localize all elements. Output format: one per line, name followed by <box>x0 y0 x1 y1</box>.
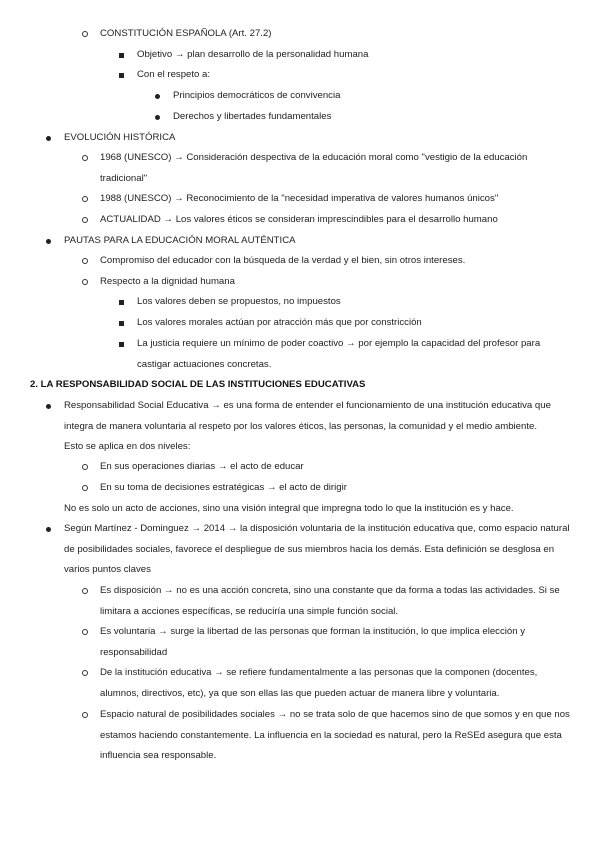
list-item-text: EVOLUCIÓN HISTÓRICA <box>64 132 176 143</box>
circle-bullet-icon <box>82 457 88 478</box>
circle-bullet-icon <box>82 210 88 231</box>
square-bullet-icon <box>119 65 124 86</box>
no-solo-text: No es solo un acto de acciones, sino una visión integral que impregna todo lo que la institución es y hace. <box>64 503 514 514</box>
list-item-pautas <box>64 231 570 252</box>
list-item-respeto-dignidad <box>100 272 570 293</box>
list-item-voluntaria <box>100 622 570 663</box>
circle-bullet-icon <box>82 705 88 726</box>
list-item-disposicion <box>100 581 570 622</box>
list-item-principios <box>173 86 570 107</box>
circle-bullet-icon <box>82 622 88 643</box>
disc-bullet-icon <box>155 107 160 128</box>
list-item-text: Los valores morales actúan por atracción más que por constricción <box>137 317 422 328</box>
list-item-text: 1988 (UNESCO) → Reconocimiento de la "necesidad imperativa de valores humanos únicos" <box>100 193 499 204</box>
list-item-text: Compromiso del educador con la búsqueda de la verdad y el bien, sin otros intereses. <box>100 255 466 266</box>
list-item-derechos <box>173 107 570 128</box>
list-item-valores-propuestos <box>137 292 570 313</box>
list-item-justicia <box>137 334 570 375</box>
list-item-text: Respecto a la dignidad humana <box>100 276 235 287</box>
list-item-text: En su toma de decisiones estratégicas → el acto de dirigir <box>100 482 347 493</box>
list-item-text: Principios democráticos de convivencia <box>173 90 341 101</box>
list-item-text: CONSTITUCIÓN ESPAÑOLA (Art. 27.2) <box>100 28 272 39</box>
circle-bullet-icon <box>82 478 88 499</box>
list-item-text: PAUTAS PARA LA EDUCACIÓN MORAL AUTÉNTICA <box>64 235 296 246</box>
section-heading: 2. LA RESPONSABILIDAD SOCIAL DE LAS INSTITUCIONES EDUCATIVAS <box>30 379 366 390</box>
circle-bullet-icon <box>82 272 88 293</box>
circle-bullet-icon <box>82 189 88 210</box>
list-item-text: Espacio natural de posibilidades sociales → no se trata solo de que hacemos sino de que somos y en que nos estamos haciendo constantemente. La influencia en la sociedad es natural, pero la ReSEd asegura que esta influencia sea responsable. <box>100 709 570 762</box>
disc-bullet-icon <box>46 519 51 540</box>
disc-bullet-icon <box>46 396 51 417</box>
list-item-text: De la institución educativa → se refiere fundamentalmente a las personas que la componen (docentes, alumnos, directivos, etc), ya que son ellas las que pueden actuar de manera libre y voluntaria. <box>100 667 538 699</box>
circle-bullet-icon <box>82 24 88 45</box>
list-item-text: Los valores deben se propuestos, no impuestos <box>137 296 341 307</box>
list-item-constitucion <box>100 24 570 45</box>
square-bullet-icon <box>119 334 124 355</box>
rse-niveles-text: Esto se aplica en dos niveles: <box>64 441 191 452</box>
circle-bullet-icon <box>82 581 88 602</box>
disc-bullet-icon <box>46 128 51 149</box>
list-item-unesco-1968 <box>100 148 550 189</box>
list-item-unesco-1988 <box>100 189 570 210</box>
circle-bullet-icon <box>82 148 88 169</box>
list-item-evolucion <box>64 128 570 149</box>
list-item-text: Objetivo → plan desarrollo de la personalidad humana <box>137 49 369 60</box>
list-item-rse <box>64 396 570 437</box>
list-item-objetivo <box>137 45 570 66</box>
list-item-text: Con el respeto a: <box>137 69 211 80</box>
list-item-text: ACTUALIDAD → Los valores éticos se consideran imprescindibles para el desarrollo humano <box>100 214 498 225</box>
list-item-text: La justicia requiere un mínimo de poder coactivo → por ejemplo la capacidad del profesor para castigar actuaciones concretas. <box>137 338 541 370</box>
disc-bullet-icon <box>46 231 51 252</box>
circle-bullet-icon <box>82 251 88 272</box>
list-item-text: Derechos y libertades fundamentales <box>173 111 332 122</box>
disc-bullet-icon <box>155 86 160 107</box>
square-bullet-icon <box>119 313 124 334</box>
list-item-actualidad <box>100 210 570 231</box>
list-item-text: Es voluntaria → surge la libertad de las personas que forman la institución, lo que implica elección y responsabilidad <box>100 626 526 658</box>
list-item-text: 1968 (UNESCO) → Consideración despectiva de la educación moral como "vestigio de la educación tradicional" <box>100 152 528 184</box>
list-item-valores-morales <box>137 313 570 334</box>
list-item-text: Responsabilidad Social Educativa → es una forma de entender el funcionamiento de una institución educativa que integra de manera voluntaria al respeto por los valores éticos, las personas, la comunidad y el medio ambiente. <box>64 400 551 432</box>
list-item-espacio <box>100 705 570 767</box>
list-item-text: Según Martínez - Dominguez → 2014 → la disposición voluntaria de la institución educativa que, como espacio natural de posibilidades sociales, favorece el despliegue de sus miembros hacia los demás. Esta definición se desglosa en varios puntos claves <box>64 523 570 576</box>
list-item-segun-martinez <box>64 519 570 581</box>
list-item-text: En sus operaciones diarias → el acto de educar <box>100 461 304 472</box>
square-bullet-icon <box>119 292 124 313</box>
list-item-text: Es disposición → no es una acción concreta, sino una constante que da forma a todas las actividades. Si se limitara a acciones específicas, se reduciría una simple función social. <box>100 585 560 617</box>
list-item-decisiones <box>100 478 570 499</box>
circle-bullet-icon <box>82 663 88 684</box>
list-item-institucion <box>100 663 570 704</box>
list-item-con-respeto <box>137 65 570 86</box>
square-bullet-icon <box>119 45 124 66</box>
list-item-operaciones <box>100 457 570 478</box>
list-item-compromiso <box>100 251 570 272</box>
